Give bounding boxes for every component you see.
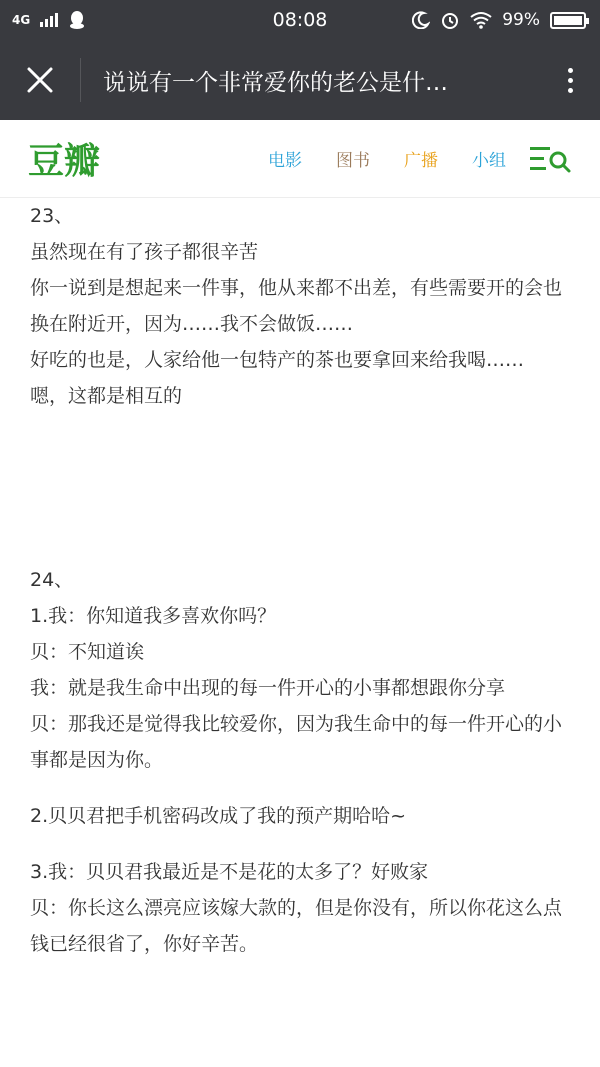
nav-link-book[interactable]: 图书 [336, 151, 370, 171]
paragraph: 1.我：你知道我多喜欢你吗？ [30, 605, 277, 627]
spacer [30, 778, 572, 798]
paragraph: 贝：你长这么漂亮应该嫁大款的，但是你没有，所以你花这么点钱已经很省了，你好辛苦。 [30, 897, 563, 955]
wifi-icon [470, 11, 492, 29]
signal-icon [40, 13, 58, 27]
paragraph: 你一说到是想起来一件事，他从来都不出差，有些需要开的会也换在附近开，因为……我不会做饭…… [30, 277, 563, 335]
clock: 08:08 [272, 9, 328, 31]
douban-nav-links [268, 146, 506, 171]
paragraph: 3.我：贝贝君我最近是不是花的太多了？好败家 [30, 861, 429, 883]
page-title: 说说有一个非常爱你的老公是什… [103, 69, 448, 96]
close-button[interactable] [0, 40, 80, 120]
moon-icon [412, 11, 430, 29]
spacer [30, 414, 572, 562]
alarm-icon [440, 10, 460, 30]
close-icon [26, 66, 54, 94]
paragraph: 我：就是我生命中出现的每一件开心的小事都想跟你分享 [30, 677, 506, 699]
network-type: 4G [12, 13, 31, 27]
menu-search-icon [528, 143, 572, 175]
section-number-23: 23、 [30, 205, 74, 227]
paragraph: 好吃的也是，人家给他一包特产的茶也要拿回来给我喝…… [30, 349, 525, 371]
spacer [30, 834, 572, 854]
status-left [12, 10, 86, 30]
status-right [412, 10, 586, 30]
douban-navbar [0, 120, 600, 198]
nav-link-group[interactable]: 小组 [472, 151, 506, 171]
paragraph: 2.贝贝君把手机密码改成了我的预产期哈哈~ [30, 805, 407, 827]
webview-title-bar [0, 40, 600, 120]
battery-icon [550, 12, 586, 29]
battery-percent: 99% [502, 10, 540, 30]
more-button[interactable] [540, 40, 600, 120]
more-vertical-icon [568, 68, 573, 73]
paragraph: 虽然现在有了孩子都很辛苦 [30, 241, 259, 263]
paragraph: 贝：那我还是觉得我比较爱你，因为我生命中的每一件开心的小事都是因为你。 [30, 713, 563, 771]
qq-icon [68, 10, 86, 30]
douban-logo[interactable]: 豆瓣 [28, 141, 101, 182]
section-number-24: 24、 [30, 569, 74, 591]
status-bar [0, 0, 600, 40]
nav-link-broadcast[interactable]: 广播 [404, 151, 438, 171]
article-content [0, 198, 600, 962]
paragraph: 嗯，这都是相互的 [30, 385, 183, 407]
menu-search-button[interactable] [528, 143, 572, 175]
nav-link-movie[interactable]: 电影 [268, 151, 302, 171]
paragraph: 贝：不知道诶 [30, 641, 145, 663]
